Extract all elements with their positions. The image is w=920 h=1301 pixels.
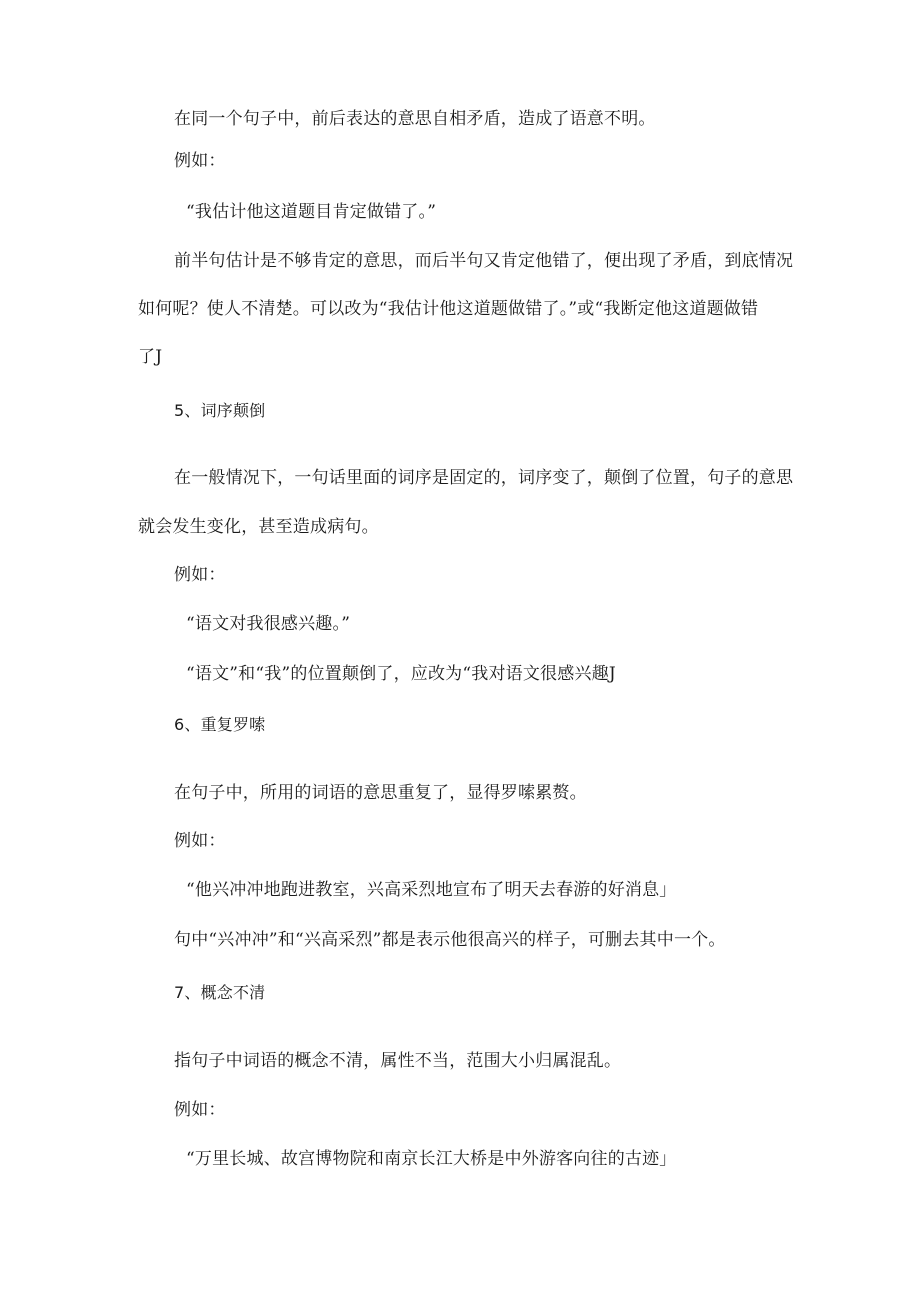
section-heading-5: 5、词序颠倒: [174, 401, 266, 420]
paragraph-line: 在同一个句子中，前后表达的意思自相矛盾，造成了语意不明。: [174, 109, 656, 129]
paragraph-line: 就会发生变化，甚至造成病句。: [138, 517, 379, 537]
paragraph-line: 前半句估计是不够肯定的意思，而后半句又肯定他错了，便出现了矛盾，到底情况: [174, 251, 794, 271]
example-quote: “我估计他这道题目肯定做错了。”: [186, 202, 437, 222]
example-quote: “万里长城、故宫博物院和南京长江大桥是中外游客向往的古迹」: [186, 1149, 677, 1169]
example-quote: “语文对我很感兴趣。”: [186, 614, 351, 634]
paragraph-line: 指句子中词语的概念不清，属性不当，范围大小归属混乱。: [174, 1051, 622, 1071]
section-heading-6: 6、重复罗嗦: [174, 715, 266, 734]
example-quote: “他兴冲冲地跑进教室，兴高采烈地宣布了明天去春游的好消息」: [186, 880, 677, 900]
paragraph-line: “语文”和“我”的位置颠倒了，应改为“我对语文很感兴趣J: [186, 664, 616, 684]
paragraph-line: 如何呢？使人不清楚。可以改为“我估计他这道题做错了。”或“我断定他这道题做错: [138, 299, 759, 319]
example-label: 例如：: [174, 831, 226, 851]
example-label: 例如：: [174, 151, 226, 171]
paragraph-line: 在句子中，所用的词语的意思重复了，显得罗嗦累赘。: [174, 783, 587, 803]
example-label: 例如：: [174, 1100, 226, 1120]
paragraph-line: 了J: [138, 347, 163, 367]
section-heading-7: 7、概念不清: [174, 983, 266, 1002]
example-label: 例如：: [174, 565, 226, 585]
paragraph-line: 在一般情况下，一句话里面的词序是固定的，词序变了，颠倒了位置，句子的意思: [174, 468, 794, 488]
paragraph-line: 句中“兴冲冲”和“兴高采烈”都是表示他很高兴的样子，可删去其中一个。: [174, 930, 726, 950]
